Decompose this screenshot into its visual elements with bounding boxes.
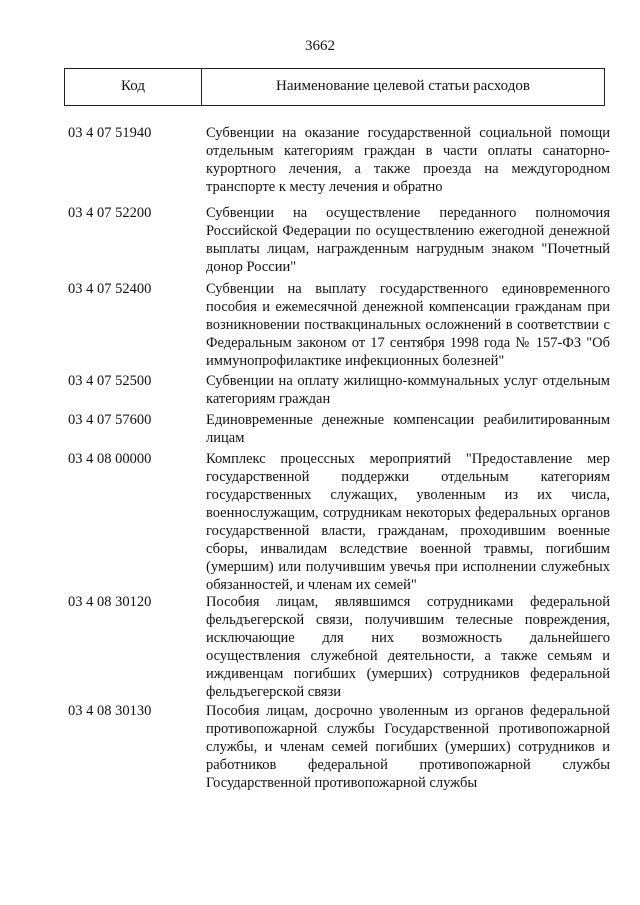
row-description: Субвенции на осуществление переданного полномочия Российской Федерации по осуществлению ежегодной денежной выплаты лицам, награжденным нагрудным знаком "Почетный донор России": [206, 205, 610, 275]
page-number: 3662: [305, 38, 335, 54]
row-code: 03 4 07 57600: [68, 412, 152, 428]
row-description: Комплекс процессных мероприятий "Предоставление мер государственной поддержки отдельным категориям государственных служащих, уволенным из их числа, военнослужащим, сотрудникам некоторых федеральных органов государственной власти, гражданам, проходившим военные сборы, инвалидам вследствие военной травмы, погибшим (умершим) или получившим увечья при исполнении служебных обязанностей, и членам их семей": [206, 451, 610, 593]
header-code: Код: [65, 69, 202, 105]
row-description: Субвенции на выплату государственного единовременного пособия и ежемесячной денежной компенсации гражданам при возникновении поствакцинальных осложнений в соответствии с Федеральным законом от 17 сентября 1998 года № 157-ФЗ "Об иммунопрофилактике инфекционных болезней": [206, 281, 610, 369]
header-name: Наименование целевой статьи расходов: [276, 78, 530, 94]
row-code: 03 4 08 30130: [68, 703, 152, 719]
row-code: 03 4 07 52400: [68, 281, 152, 297]
row-code: 03 4 08 00000: [68, 451, 152, 467]
row-description: Единовременные денежные компенсации реабилитированным лицам: [206, 412, 610, 446]
row-code: 03 4 07 51940: [68, 125, 152, 141]
row-code: 03 4 07 52200: [68, 205, 152, 221]
table-header: [64, 68, 605, 106]
row-description: Пособия лицам, являвшимся сотрудниками федеральной фельдъегерской связи, получившим телесные повреждения, исключающие для них возможность дальнейшего осуществления служебной деятельности, а также семьям и иждивенцам погибших (умерших) сотрудников федеральной фельдъегерской связи: [206, 594, 610, 700]
row-code: 03 4 08 30120: [68, 594, 152, 610]
row-description: Пособия лицам, досрочно уволенным из органов федеральной противопожарной службы Государственной противопожарной службы, и членам семей погибших (умерших) сотрудников и работников федеральной противопожарной службы Государственной противопожарной службы: [206, 703, 610, 791]
row-code: 03 4 07 52500: [68, 373, 152, 389]
row-description: Субвенции на оплату жилищно-коммунальных услуг отдельным категориям граждан: [206, 373, 610, 407]
row-description: Субвенции на оказание государственной социальной помощи отдельным категориям граждан в части оплаты санаторно-курортного лечения, а также проезда на междугородном транспорте к месту лечения и обратно: [206, 125, 610, 195]
